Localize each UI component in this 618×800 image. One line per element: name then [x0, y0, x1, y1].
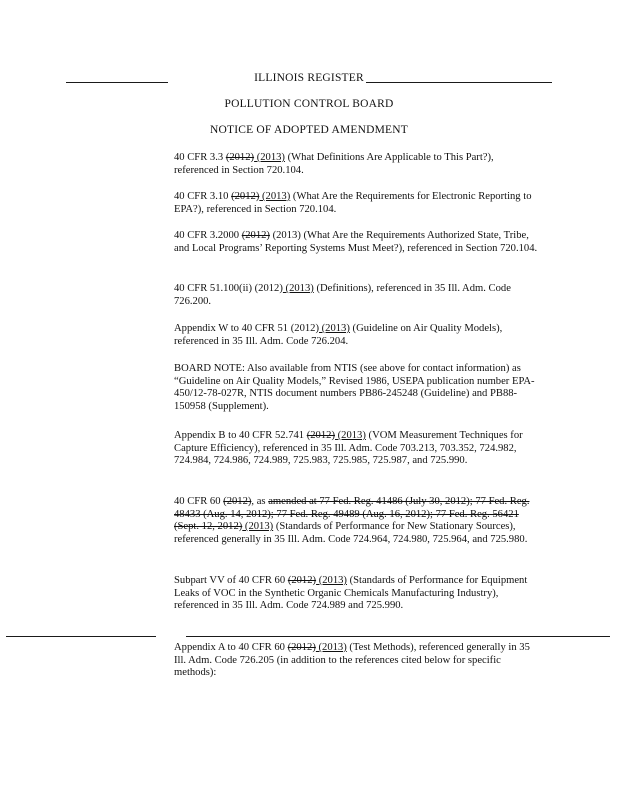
- board-title: POLLUTION CONTROL BOARD: [224, 98, 394, 110]
- paragraph-appendix-w: Appendix W to 40 CFR 51 (2012) (2013) (Guideline on Air Quality Models), referenced in 35 Ill. Adm. Code 726.204.: [174, 323, 503, 347]
- register-title: ILLINOIS REGISTER: [254, 72, 364, 84]
- paragraph-board-note: BOARD NOTE: Also available from NTIS (see above for contact information) as “Guideline on Air Quality Models,” Revised 1986, USEPA publication number EPA-450/12-78-027R, NTIS document numbers PB86-245248 (Guideline) and PB88-150958 (Supplement).: [174, 363, 535, 412]
- page-break-rule-left: [6, 636, 156, 637]
- paragraph-appendix-b: Appendix B to 40 CFR 52.741 (2012) (2013) (VOM Measurement Techniques for Capture Efficiency), referenced in 35 Ill. Adm. Code 703.213, 703.352, 724.982, 724.984, 724.986, 724.989, 725.983, 725.985, 725.987, and 725.990.: [174, 430, 523, 467]
- paragraph-cfr-3-2000: 40 CFR 3.2000 (2012) (2013) (What Are the Requirements Authorized State, Tribe, and Local Programs’ Reporting Systems Must Meet?), referenced in Section 720.104.: [174, 230, 538, 254]
- paragraph-subpart-vv: Subpart VV of 40 CFR 60 (2012) (2013) (Standards of Performance for Equipment Leaks of VOC in the Synthetic Organic Chemicals Manufacturing Industry), referenced in 35 Ill. Adm. Code 724.989 and 725.990.: [174, 575, 528, 612]
- paragraph-cfr-60: 40 CFR 60 (2012), as amended at 77 Fed. Reg. 41486 (July 30, 2012); 77 Fed. Reg. 48433 (Aug. 14, 2012); 77 Fed. Reg. 49489 (Aug. 16, 2012); 77 Fed. Reg. 56421 (Sept. 12, 2012) (2013) (Standards of Performance for New Stationary Sources), referenced generally in 35 Ill. Adm. Code 724.964, 724.980, 725.964, and 725.980.: [174, 496, 530, 545]
- paragraph-cfr-51-100: 40 CFR 51.100(ii) (2012) (2013) (Definitions), referenced in 35 Ill. Adm. Code 726.200.: [174, 283, 511, 307]
- paragraph-cfr-3-10: 40 CFR 3.10 (2012) (2013) (What Are the Requirements for Electronic Reporting to EPA?), referenced in Section 720.104.: [174, 191, 532, 215]
- notice-title: NOTICE OF ADOPTED AMENDMENT: [209, 124, 409, 136]
- paragraph-cfr-3-3: 40 CFR 3.3 (2012) (2013) (What Definitions Are Applicable to This Part?), referenced in Section 720.104.: [174, 152, 494, 176]
- page-break-rule-right: [186, 636, 610, 637]
- paragraph-appendix-a: Appendix A to 40 CFR 60 (2012) (2013) (Test Methods), referenced generally in 35 Ill. Adm. Code 726.205 (in addition to the references cited below for specific methods):: [174, 642, 530, 679]
